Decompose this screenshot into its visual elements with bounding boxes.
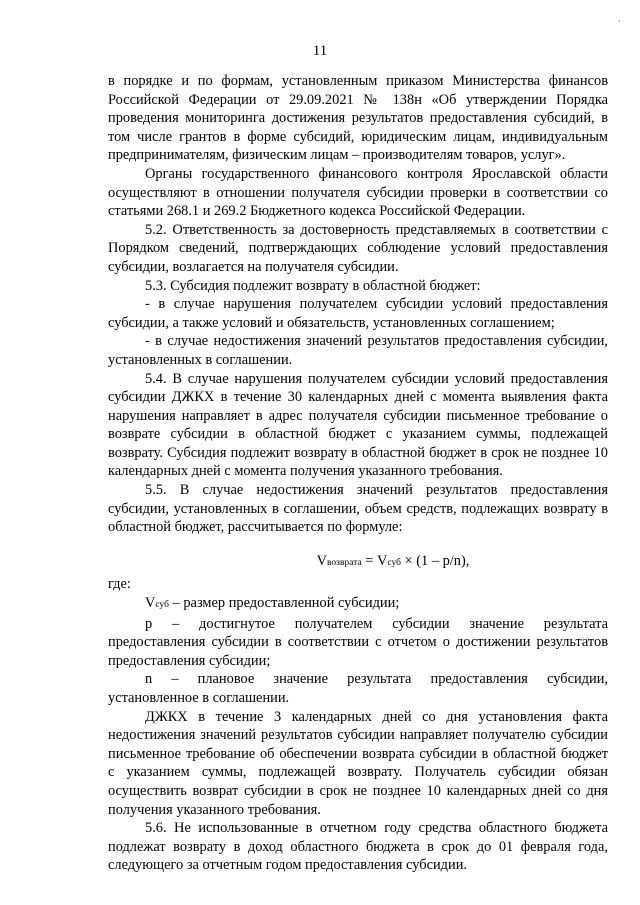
def-v: V bbox=[145, 595, 156, 612]
formula-mid: = V bbox=[361, 552, 388, 569]
refund-formula bbox=[108, 552, 608, 573]
where-label: где: bbox=[108, 576, 131, 593]
paragraph-financial-control: Органы государственного финансового контроля Ярославской области осуществляют в отношении получателя субсидии проверки в соответствии со статьями 268.1 и 269.2 Бюджетного кодекса Российской Федерации. bbox=[108, 165, 608, 220]
formula-sub-refund: возврата bbox=[327, 557, 362, 568]
paragraph-monitoring-order: в порядке и по формам, установленным приказом Министерства финансов Российской Федерации от 29.09.2021 № 138н «Об утверждении Порядка проведения мониторинга достижения результатов предоставления субсидий, в том числе грантов в форме субсидий, юридическим лицам, индивидуальным предпринимателям, физическим лицам – производителям товаров, услуг». bbox=[108, 73, 608, 164]
scan-mark: · bbox=[618, 16, 621, 26]
document-body bbox=[108, 72, 608, 875]
paragraph-5-5: 5.5. В случае недостижения значений результатов предоставления субсидии, установленных в соглашении, объем средств, подлежащих возврату в областной бюджет, рассчитывается по формуле: bbox=[108, 482, 608, 536]
paragraph-5-6: 5.6. Не использованные в отчетном году средства областного бюджета подлежат возврату в доход областного бюджета в срок до 01 февраля года, следующего за отчетным годом предоставления субсидии. bbox=[108, 820, 608, 874]
list-item-non-achievement: - в случае недостижения значений результатов предоставления субсидии, установленных в соглашении. bbox=[108, 333, 608, 368]
def-v-rest: – размер предоставленной субсидии; bbox=[168, 595, 400, 612]
list-item-violation: - в случае нарушения получателем субсидии условий предоставления субсидии, а также условий и обязательств, установленных соглашением; bbox=[108, 296, 608, 331]
paragraph-5-2: 5.2. Ответственность за достоверность представляемых в соответствии с Порядком сведений, подтверждающих соблюдение условий предоставления субсидии, возлагается на получателя субсидии. bbox=[108, 221, 608, 275]
page-number: 11 bbox=[312, 43, 328, 59]
paragraph-5-3: 5.3. Субсидия подлежит возврату в областной бюджет: bbox=[145, 277, 481, 294]
paragraph-5-4: 5.4. В случае нарушения получателем субсидии условий предоставления субсидии ДЖКХ в течение 30 календарных дней с момента выявления факта нарушения направляет в адрес получателя субсидии письменное требование о возврате субсидии в областной бюджет с указанием суммы, подлежащей возврату. Субсидия подлежит возврату в областной бюджет в срок не позднее 10 календарных дней с момента получения указанного требования. bbox=[108, 370, 608, 480]
def-v-sub: суб bbox=[155, 600, 169, 611]
definition-n: n – плановое значение результата предоставления субсидии, установленное в соглашении. bbox=[108, 671, 608, 706]
paragraph-requirement: ДЖКХ в течение 3 календарных дней со дня установления факта недостижения значений результатов субсидии направляет получателю субсидии письменное требование об обеспечении возврата субсидии в областной бюджет с указанием суммы, подлежащей возврату. Получатель субсидии обязан осуществить возврат субсидии в срок не позднее 10 календарных дней со дня получения указанного требования. bbox=[108, 708, 608, 818]
formula-end: × (1 – p/n), bbox=[400, 552, 470, 569]
formula-v1: V bbox=[316, 552, 328, 569]
formula-sub-subsidy: суб bbox=[387, 557, 401, 568]
definition-p: p – достигнутое получателем субсидии значение результата предоставления субсидии в соответствии с отчетом о достижении результатов предоставления субсидии; bbox=[108, 615, 608, 669]
definition-v-subsidy bbox=[108, 594, 608, 615]
